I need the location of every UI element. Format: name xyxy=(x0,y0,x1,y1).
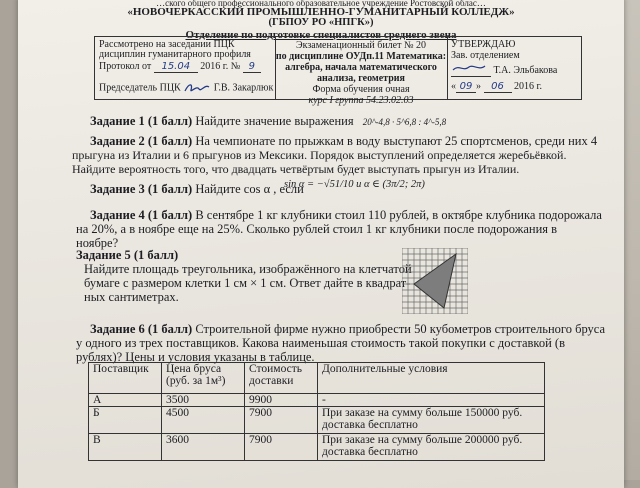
head-signature-image xyxy=(451,63,487,73)
col-supplier: Поставщик xyxy=(89,363,162,394)
protocol-label: Протокол от xyxy=(99,61,152,72)
chair-name: Г.В. Закарлюк xyxy=(213,82,274,94)
task-3-condition: sin α = −√51/10 и α ∈ (3π/2; 2π) xyxy=(284,179,425,190)
col-delivery: Стоимость доставки xyxy=(245,363,318,394)
task-4 xyxy=(90,208,602,222)
table-row xyxy=(89,394,545,407)
protocol-number-label: № xyxy=(230,61,241,72)
price-table-header xyxy=(89,363,545,394)
cell-supplier: А xyxy=(89,394,162,407)
approval-right xyxy=(447,37,581,99)
task-5-line2: бумаге с размером клетки 1 см × 1 см. Ответ дайте в квадрат- xyxy=(84,276,411,290)
protocol-row xyxy=(99,61,261,73)
cell-conditions: - xyxy=(318,394,545,407)
cell-conditions: При заказе на сумму больше 200000 руб. доставка бесплатно xyxy=(318,434,545,461)
approval-left xyxy=(95,37,276,99)
task-4-line3: ноябре? xyxy=(76,236,119,250)
task-3 xyxy=(90,182,304,196)
task-6-line2: у одного из трех поставщиков. Какова наименьшая стоимость такой покупки с доставкой (в xyxy=(76,336,565,350)
cell-price: 3500 xyxy=(162,394,245,407)
col-conditions: Дополнительные условия xyxy=(318,363,545,394)
task-3-text: Найдите cos α , если xyxy=(195,182,304,196)
task-2-line3: Найдите вероятность того, что двадцать четвёртым будет выступать прыгун из Италии. xyxy=(72,162,520,176)
task-2-line1: На чемпионате по прыжкам в воду выступают 25 спортсменов, среди них 4 xyxy=(195,134,598,148)
chair-label: Председатель ПЦК xyxy=(99,82,181,94)
head-signature-line xyxy=(451,63,491,77)
approve-month: 06 xyxy=(484,81,512,93)
approve-day: 09 xyxy=(456,81,476,93)
approval-left-line2: дисциплин гуманитарного профиля xyxy=(99,49,251,60)
head-of-dept-label: Зав. отделением xyxy=(451,50,520,61)
task-4-label: Задание 4 (1 балл) xyxy=(90,208,193,222)
ticket-course: курс I группа 54.23.02.03 xyxy=(308,95,414,106)
task-4-line1: В сентябре 1 кг клубники стоил 110 рублей, в октябре клубника подорожала xyxy=(195,208,602,222)
col-price: Цена бруса (руб. за 1м³) xyxy=(162,363,245,394)
approve-title: УТВЕРЖДАЮ xyxy=(451,39,516,50)
task-5-line1: Найдите площадь треугольника, изображённого на клетчатой xyxy=(84,262,412,276)
cell-supplier: В xyxy=(89,434,162,461)
signature-image xyxy=(183,81,211,95)
task-4-line2: на 20%, а в ноябре еще на 25%. Сколько рублей стоил 1 кг клубники после подорожания в xyxy=(76,222,558,236)
ticket-discipline-2: алгебра, начала математического xyxy=(285,62,437,73)
chair-row xyxy=(99,81,273,95)
ticket-discipline: по дисциплине ОУДп.11 Математика: xyxy=(275,51,447,62)
department-title: Отделение по подготовке специалистов среднего звена xyxy=(185,29,457,41)
task-6-line3: рублях)? Цены и условия указаны в таблице. xyxy=(76,350,315,364)
cell-delivery: 7900 xyxy=(245,434,318,461)
table-row xyxy=(89,434,545,461)
task-3-label: Задание 3 (1 балл) xyxy=(90,182,193,196)
task-1-expression: 20^-4,8 · 5^6,8 : 4^-5,8 xyxy=(362,117,447,127)
cell-delivery: 9900 xyxy=(245,394,318,407)
table-row xyxy=(89,407,545,434)
cell-price: 3600 xyxy=(162,434,245,461)
head-sign-row xyxy=(451,63,557,77)
approval-header-box xyxy=(94,36,582,106)
cell-supplier: Б xyxy=(89,407,162,434)
ticket-study-form: Форма обучения очная xyxy=(312,84,410,95)
protocol-date: 15.04 xyxy=(154,61,198,73)
task-1-text: Найдите значение выражения xyxy=(195,114,354,128)
ticket-info xyxy=(275,37,448,106)
price-table xyxy=(88,362,545,461)
task-1-label: Задание 1 (1 балл) xyxy=(90,114,193,128)
cell-delivery: 7900 xyxy=(245,407,318,434)
task-2 xyxy=(90,134,597,148)
approve-date-row: « 09 » 06 2016 г. xyxy=(451,81,542,92)
task-5-line3: ных сантиметрах. xyxy=(84,290,179,304)
approval-left-line1: Рассмотрено на заседании ПЦК xyxy=(99,39,235,50)
task-2-line2: прыгуна из Италии и 6 прыгунов из Мексики. Порядок выступлений определяется жеребьёвкой. xyxy=(72,148,567,162)
task-2-label: Задание 2 (1 балл) xyxy=(90,134,193,148)
protocol-year: 2016 г. xyxy=(200,61,229,72)
task-6-label: Задание 6 (1 балл) xyxy=(90,322,193,336)
task-6 xyxy=(90,322,605,336)
triangle-grid-figure xyxy=(402,248,468,314)
ticket-discipline-3: анализа, геометрия xyxy=(317,73,405,84)
task-5-label: Задание 5 (1 балл) xyxy=(76,248,179,262)
head-name: Т.А. Эльбакова xyxy=(493,65,558,76)
ticket-title: Экзаменационный билет № 20 xyxy=(295,40,427,51)
task-1 xyxy=(90,114,446,129)
cell-conditions: При заказе на сумму больше 150000 руб. доставка бесплатно xyxy=(318,407,545,434)
college-abbr: (ГБПОУ РО «НПГК») xyxy=(268,17,374,28)
ministry-line: …ского общего профессионального образовательное учреждение Ростовской облас… xyxy=(156,0,486,8)
task-6-line1: Строительной фирме нужно приобрести 50 кубометров строительного бруса xyxy=(195,322,606,336)
exam-sheet xyxy=(18,0,624,488)
approve-year: 2016 г. xyxy=(514,81,542,92)
college-name: «НОВОЧЕРКАССКИЙ ПРОМЫШЛЕННО-ГУМАНИТАРНЫЙ КОЛЛЕДЖ» xyxy=(127,6,515,18)
cell-price: 4500 xyxy=(162,407,245,434)
protocol-number: 9 xyxy=(243,61,261,73)
